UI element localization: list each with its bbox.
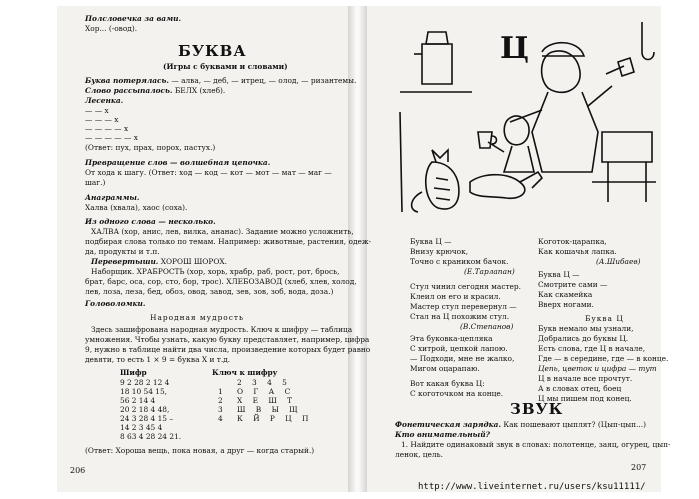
poem-author: (А.Шибаев) xyxy=(596,257,641,266)
text-line: Наборщик. ХРАБРОСТЬ (хор, хорь, храбр, раб, рост, рот, брось, xyxy=(91,267,340,276)
rubric: Головоломки. xyxy=(85,299,146,308)
rubric-text: ХОРОШ ШОРОХ. xyxy=(158,257,228,266)
poem-line: Цепь, цветок и цифра — тут xyxy=(538,364,657,373)
poem-line: Добрались до буквы Ц. xyxy=(538,334,629,343)
text-line xyxy=(85,86,225,95)
poem-line: Мигом оцарапаю. xyxy=(410,364,480,373)
page-number: 206 xyxy=(70,466,86,475)
rubric-text: — алва, — деб, — итрец, — олод, — ризантемы. xyxy=(168,76,357,85)
cipher-row: 14 2 3 45 4 xyxy=(120,423,163,432)
rubric: Кто внимательный? xyxy=(395,430,490,439)
text-line: ХАЛВА (хор, анис, лев, вилка, ананас). Задание можно усложнить, xyxy=(91,227,354,236)
text-line xyxy=(85,76,356,85)
poem-author: (В.Степанов) xyxy=(460,322,514,331)
poem-line: Стул чинил сегодня мастер. xyxy=(410,282,522,291)
key-num: 2 xyxy=(218,396,223,405)
poem-line: А в словах отец, боец xyxy=(538,384,622,393)
poem-line: Точно с краником бачок. xyxy=(410,257,509,266)
text-line: (Ответ: Хороша вещь, пока новая, а друг — когда старый.) xyxy=(85,446,315,455)
poem-line: Как кошачья лапка. xyxy=(538,247,617,256)
poem-line: Мастер стул перевернул — xyxy=(410,302,517,311)
text-line: лев, лоза, леза, бед, обоз, овод, завод, зев, зов, зоб, вода, доза.) xyxy=(85,287,334,296)
rubric-text: Как пошевают цыплят? (Цып-цып...) xyxy=(501,420,646,429)
cipher-label: Шифр xyxy=(120,368,147,377)
rubric: Фонетическая зарядка. xyxy=(395,420,502,429)
text-line: Халва (хвала), хаос (соха). xyxy=(85,203,188,212)
rubric: Лесенка. xyxy=(85,96,124,105)
cipher-row: 20 2 18 4 48, xyxy=(120,405,170,414)
poem-line: Вот какая буква Ц: xyxy=(410,379,485,388)
poem-line: Вверх ногами. xyxy=(538,300,594,309)
rubric: Буква потерялась. xyxy=(85,76,169,85)
key-label: Ключ к шифру xyxy=(212,368,278,377)
poem-title: Буква Ц xyxy=(585,314,624,323)
cipher-row: 56 2 14 4 xyxy=(120,396,156,405)
poem-line: Ц мы пишем под конец. xyxy=(538,394,632,403)
illustration-letter: Ц xyxy=(500,31,529,66)
cipher-row: 9 2 28 2 12 4 xyxy=(120,378,170,387)
cipher-row: 24 3 28 4 15 – xyxy=(120,414,174,423)
watermark-url[interactable]: http://www.liveinternet.ru/users/ksu11111/ xyxy=(418,482,646,492)
poem-line: Буква Ц — xyxy=(410,237,452,246)
section-subtitle: (Игры с буквами и словами) xyxy=(163,62,288,71)
rubric: Из одного слова — несколько. xyxy=(85,217,216,226)
text-line: От хода к шагу. (Ответ: ход — код — кот — мот — мат — маг — xyxy=(85,168,332,177)
poem-line: С коготочком на конце. xyxy=(410,389,504,398)
poem-line: Где — в середине, где — в конце. xyxy=(538,354,669,363)
poem-line: Эта буковка-цепляка xyxy=(410,334,493,343)
subsection-title: Народная мудрость xyxy=(150,313,245,322)
text-line: девяти, то есть 1 × 9 = буква Х и т.д. xyxy=(85,355,231,364)
text-line: 9, нужно в таблице найти два числа, произведение которых будет равно xyxy=(85,345,371,354)
ladder-line: — — — — х xyxy=(85,124,129,133)
page-number: 207 xyxy=(631,463,647,472)
rubric: Перевертыши. xyxy=(91,257,159,266)
key-row: 2 3 4 5 xyxy=(237,378,291,387)
text-line: умножения. Чтобы узнать, какую букву представляет, например, цифра xyxy=(85,335,370,344)
text-line: ленок, цель. xyxy=(395,450,443,459)
text-line: Хор... (-овод). xyxy=(85,24,138,33)
ladder-line: — — — — — х xyxy=(85,133,138,142)
poem-line: Буква Ц — xyxy=(538,270,580,279)
section-title: БУКВА xyxy=(178,42,247,60)
poem-line: Внизу крючок, xyxy=(410,247,469,256)
text-line: подбирая слова только по темам. Например: животные, растения, одеж- xyxy=(85,237,372,246)
key-row: О Г А С xyxy=(237,387,295,396)
text-line: да, продукты и т.п. xyxy=(85,247,160,256)
text-line: шаг.) xyxy=(85,178,106,187)
text-line: Здесь зашифрована народная мудрость. Ключ к шифру — таблица xyxy=(91,325,353,334)
rubric: Анаграммы. xyxy=(85,193,140,202)
key-num: 1 xyxy=(218,387,223,396)
poem-line: Смотрите сами — xyxy=(538,280,608,289)
rubric: Превращение слов — волшебная цепочка. xyxy=(85,158,271,167)
text-line: (Ответ: пух, прах, порох, пастух.) xyxy=(85,143,216,152)
key-row: Х Е Ш Т xyxy=(237,396,297,405)
key-num: 3 xyxy=(218,405,223,414)
ladder-line: — — — х xyxy=(85,115,119,124)
key-row: Ш В Ы Щ xyxy=(237,405,302,414)
text-line: 1. Найдите одинаковый звук в словах: полотенце, заяц, огурец, цып- xyxy=(401,440,671,449)
poem-line: Коготок-царапка, xyxy=(538,237,607,246)
cipher-row: 8 63 4 28 24 21. xyxy=(120,432,182,441)
poem-line: Букв немало мы узнали, xyxy=(538,324,634,333)
ladder-line: — — х xyxy=(85,106,109,115)
rubric-text: БЕЛХ (хлеб). xyxy=(172,86,226,95)
cipher-row: 18 10 54 15, xyxy=(120,387,168,396)
rubric: Слово рассыпалось. xyxy=(85,86,173,95)
section-title: ЗВУК xyxy=(510,400,564,418)
poem-line: Как скамейка xyxy=(538,290,593,299)
illustration xyxy=(392,22,658,218)
text-line xyxy=(91,257,227,266)
poem-line: Стал на Ц похожим стул. xyxy=(410,312,510,321)
key-row: К Й Р Ц П xyxy=(237,414,313,423)
poem-line: С хитрой, цепкой лапою. xyxy=(410,344,508,353)
text-line xyxy=(395,420,646,429)
poem-line: Клеил он его и красил. xyxy=(410,292,501,301)
text-line: брат, барс, оса, сор, сто, бор, трос). ХЛЕБОЗАВОД (хлеб, хлев, холод, xyxy=(85,277,357,286)
key-num: 4 xyxy=(218,414,223,423)
poem-author: (Е.Тарлапан) xyxy=(464,267,515,276)
poem-line: Есть слова, где Ц в начале, xyxy=(538,344,646,353)
poem-line: Ц в начале все прочтут. xyxy=(538,374,633,383)
text-line: Полсловечка за вами. xyxy=(85,14,182,23)
poem-line: — Подходи, мне не жалко, xyxy=(410,354,515,363)
